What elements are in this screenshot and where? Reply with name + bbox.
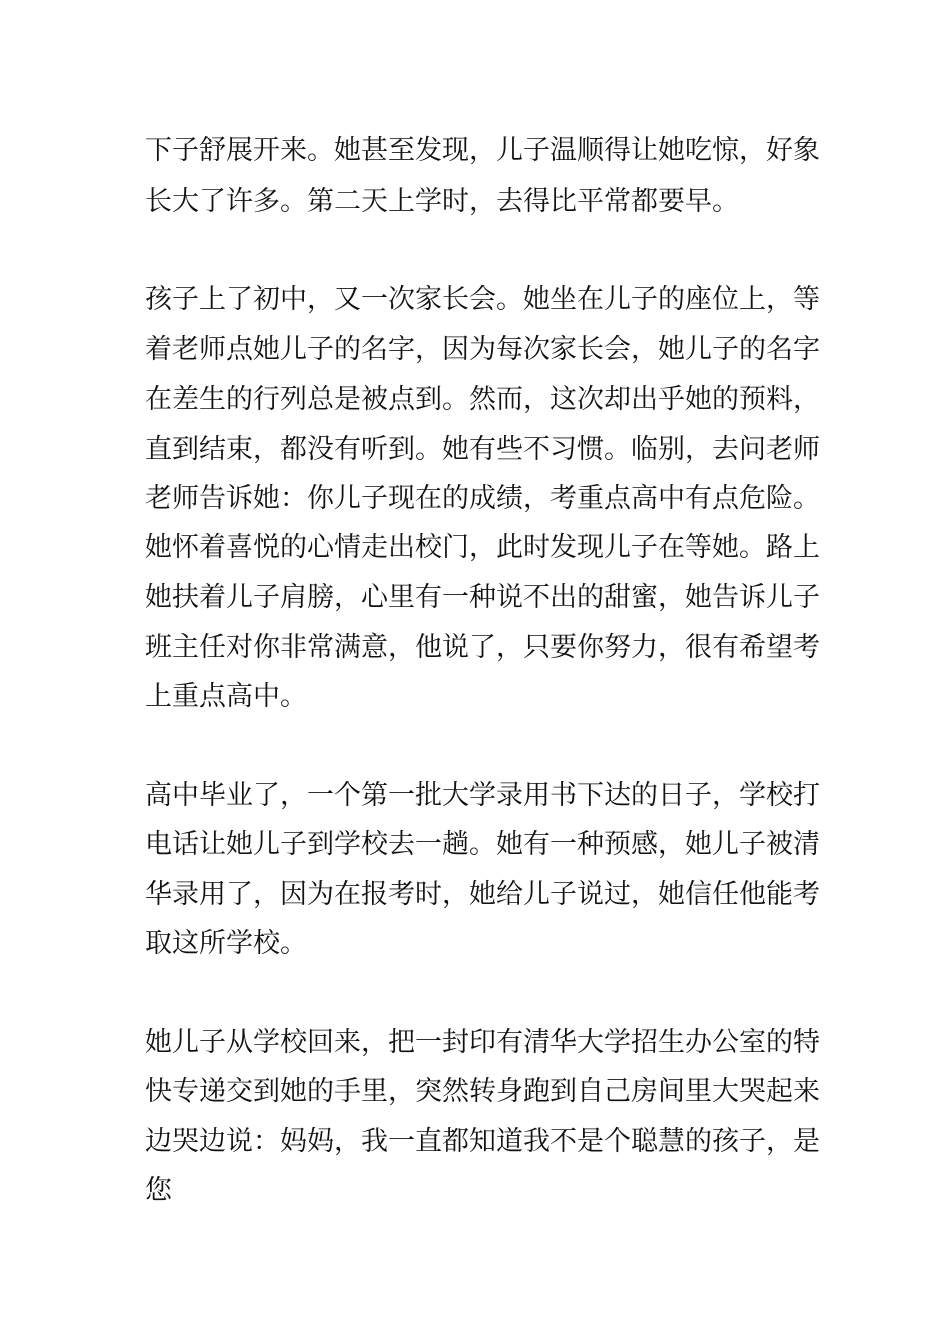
text-line: 她儿子从学校回来，把一封印有清华大学招生办公室的特 bbox=[145, 1027, 820, 1058]
text-line: 老师告诉她：你儿子现在的成绩，考重点高中有点危险。 bbox=[145, 483, 820, 514]
text-line: 电话让她儿子到学校去一趟。她有一种预感，她儿子被清 bbox=[145, 829, 820, 860]
text-line: 她扶着儿子肩膀，心里有一种说不出的甜蜜，她告诉儿子 bbox=[145, 582, 820, 613]
text-line: 取这所学校。 bbox=[145, 928, 307, 959]
text-line: 下子舒展开来。她甚至发现，儿子温顺得让她吃惊，好象 bbox=[145, 135, 820, 166]
text-line: 您 bbox=[145, 1175, 172, 1206]
text-line: 直到结束，都没有听到。她有些不习惯。临别，去问老师 bbox=[145, 434, 820, 465]
text-line: 高中毕业了，一个第一批大学录用书下达的日子，学校打 bbox=[145, 780, 820, 811]
text-line: 她怀着喜悦的心情走出校门，此时发现儿子在等她。路上 bbox=[145, 532, 820, 563]
text-line: 班主任对你非常满意，他说了，只要你努力，很有希望考 bbox=[145, 632, 820, 663]
text-line: 快专递交到她的手里，突然转身跑到自己房间里大哭起来 bbox=[145, 1076, 820, 1107]
text-line: 孩子上了初中，又一次家长会。她坐在儿子的座位上，等 bbox=[145, 284, 820, 315]
text-line: 上重点高中。 bbox=[145, 681, 307, 712]
text-line: 长大了许多。第二天上学时，去得比平常都要早。 bbox=[145, 186, 739, 217]
text-line: 边哭边说：妈妈，我一直都知道我不是个聪慧的孩子，是 bbox=[145, 1126, 820, 1157]
text-line: 华录用了，因为在报考时，她给儿子说过，她信任他能考 bbox=[145, 879, 820, 910]
text-line: 在差生的行列总是被点到。然而，这次却出乎她的预料， bbox=[145, 384, 820, 415]
text-line: 着老师点她儿子的名字，因为每次家长会，她儿子的名字 bbox=[145, 334, 820, 365]
